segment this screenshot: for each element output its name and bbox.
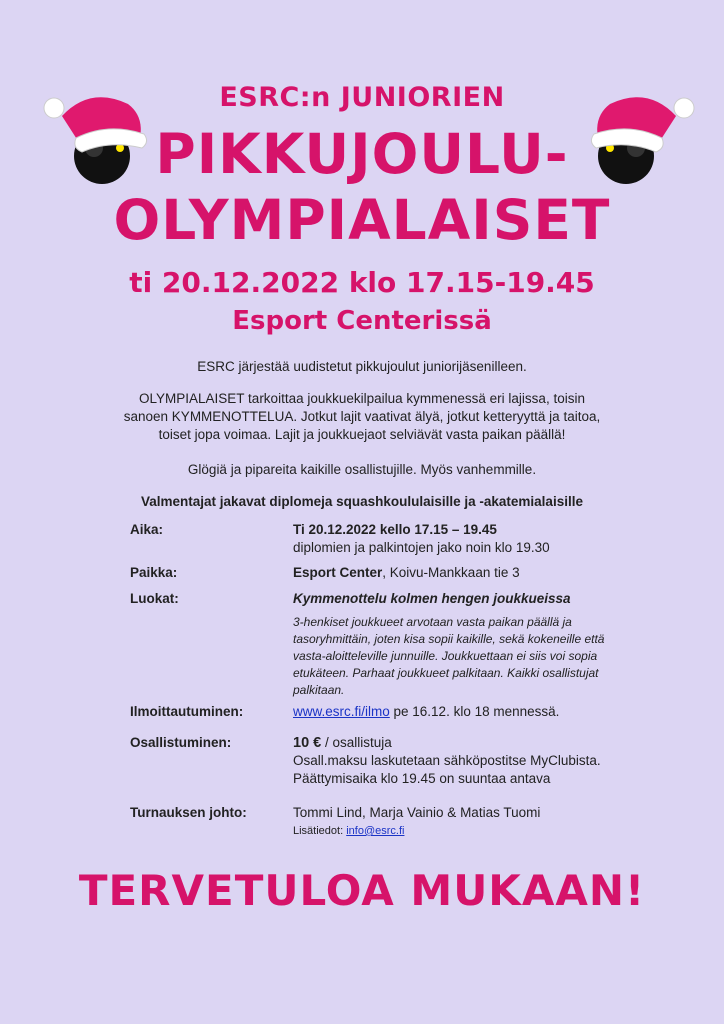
intro-paragraph-2: OLYMPIALAISET tarkoittaa joukkuekilpailua kymmenessä eri lajissa, toisin sanoen KYMMENOTTELUA. Jotkut lajit vaativat älyä, jotkut ketteryyttä ja taitoa, toiset jopa voimaa. Lajit ja joukkuejaot selviävät vasta paikan päällä! bbox=[123, 391, 601, 442]
osall-price: 10 € bbox=[293, 735, 322, 751]
lisa-label: Lisätiedot: bbox=[293, 825, 347, 837]
luokat-value: Kymmenottelu kolmen hengen joukkueissa bbox=[293, 591, 571, 606]
paikka-label: Paikka: bbox=[130, 565, 178, 580]
ilmo-value bbox=[293, 703, 638, 721]
osall-value-block bbox=[293, 734, 638, 788]
ilmo-label: Ilmoittautuminen: bbox=[130, 704, 244, 719]
aika-value: Ti 20.12.2022 kello 17.15 – 19.45 bbox=[293, 522, 497, 537]
luokat-description: 3-henkiset joukkueet arvotaan vasta paikan päällä ja tasoryhmittäin, joten kisa sopii kaikille, sekä kokeneille että vasta-aloitteleville junnuille. Joukkuettaan ei siis voi sopia etukäteen. Parhaat joukkueet palkitaan. Kaikki osallistujat palkitaan. bbox=[293, 615, 605, 697]
aika-label: Aika: bbox=[130, 522, 164, 537]
johto-value-block bbox=[293, 804, 638, 840]
event-date: ti 20.12.2022 klo 17.15-19.45 bbox=[129, 266, 595, 299]
intro-paragraph-3: Glögiä ja pipareita kaikille osallistujille. Myös vanhemmille. bbox=[187, 462, 537, 477]
paikka-address: , Koivu-Mankkaan tie 3 bbox=[382, 565, 520, 580]
aika-note: diplomien ja palkintojen jako noin klo 19.30 bbox=[293, 540, 550, 555]
osall-label: Osallistuminen: bbox=[130, 735, 232, 750]
ilmo-link[interactable]: www.esrc.fi/ilmo bbox=[293, 704, 390, 719]
johto-label: Turnauksen johto: bbox=[130, 805, 247, 820]
title-line-2: OLYMPIALAISET bbox=[113, 188, 611, 252]
event-place: Esport Centerissä bbox=[232, 306, 492, 336]
luokat-value-block bbox=[293, 590, 638, 699]
pre-title: ESRC:n JUNIORIEN bbox=[219, 82, 505, 113]
ilmo-deadline: pe 16.12. klo 18 mennessä. bbox=[389, 704, 560, 719]
osall-unit: / osallistuja bbox=[321, 735, 392, 750]
paikka-value bbox=[293, 564, 638, 582]
osall-line-3: Päättymisaika klo 19.45 on suuntaa antava bbox=[293, 771, 551, 786]
welcome-text: TERVETULOA MUKAAN! bbox=[78, 866, 646, 915]
title-line-1: PIKKUJOULU- bbox=[155, 122, 569, 186]
paikka-name: Esport Center bbox=[293, 565, 383, 580]
aika-value-block bbox=[293, 521, 638, 557]
lisa-email-link[interactable]: info@esrc.fi bbox=[346, 825, 405, 837]
johto-value: Tommi Lind, Marja Vainio & Matias Tuomi bbox=[293, 805, 541, 820]
luokat-label: Luokat: bbox=[130, 591, 179, 606]
osall-line-2: Osall.maksu laskutetaan sähköpostitse MyClubista. bbox=[293, 753, 601, 768]
intro-paragraph-4: Valmentajat jakavat diplomeja squashkoululaisille ja -akatemialaisille bbox=[141, 494, 583, 509]
lisatiedot bbox=[293, 822, 638, 840]
intro-paragraph-1: ESRC järjestää uudistetut pikkujoulut juniorijäsenilleen. bbox=[197, 359, 527, 374]
